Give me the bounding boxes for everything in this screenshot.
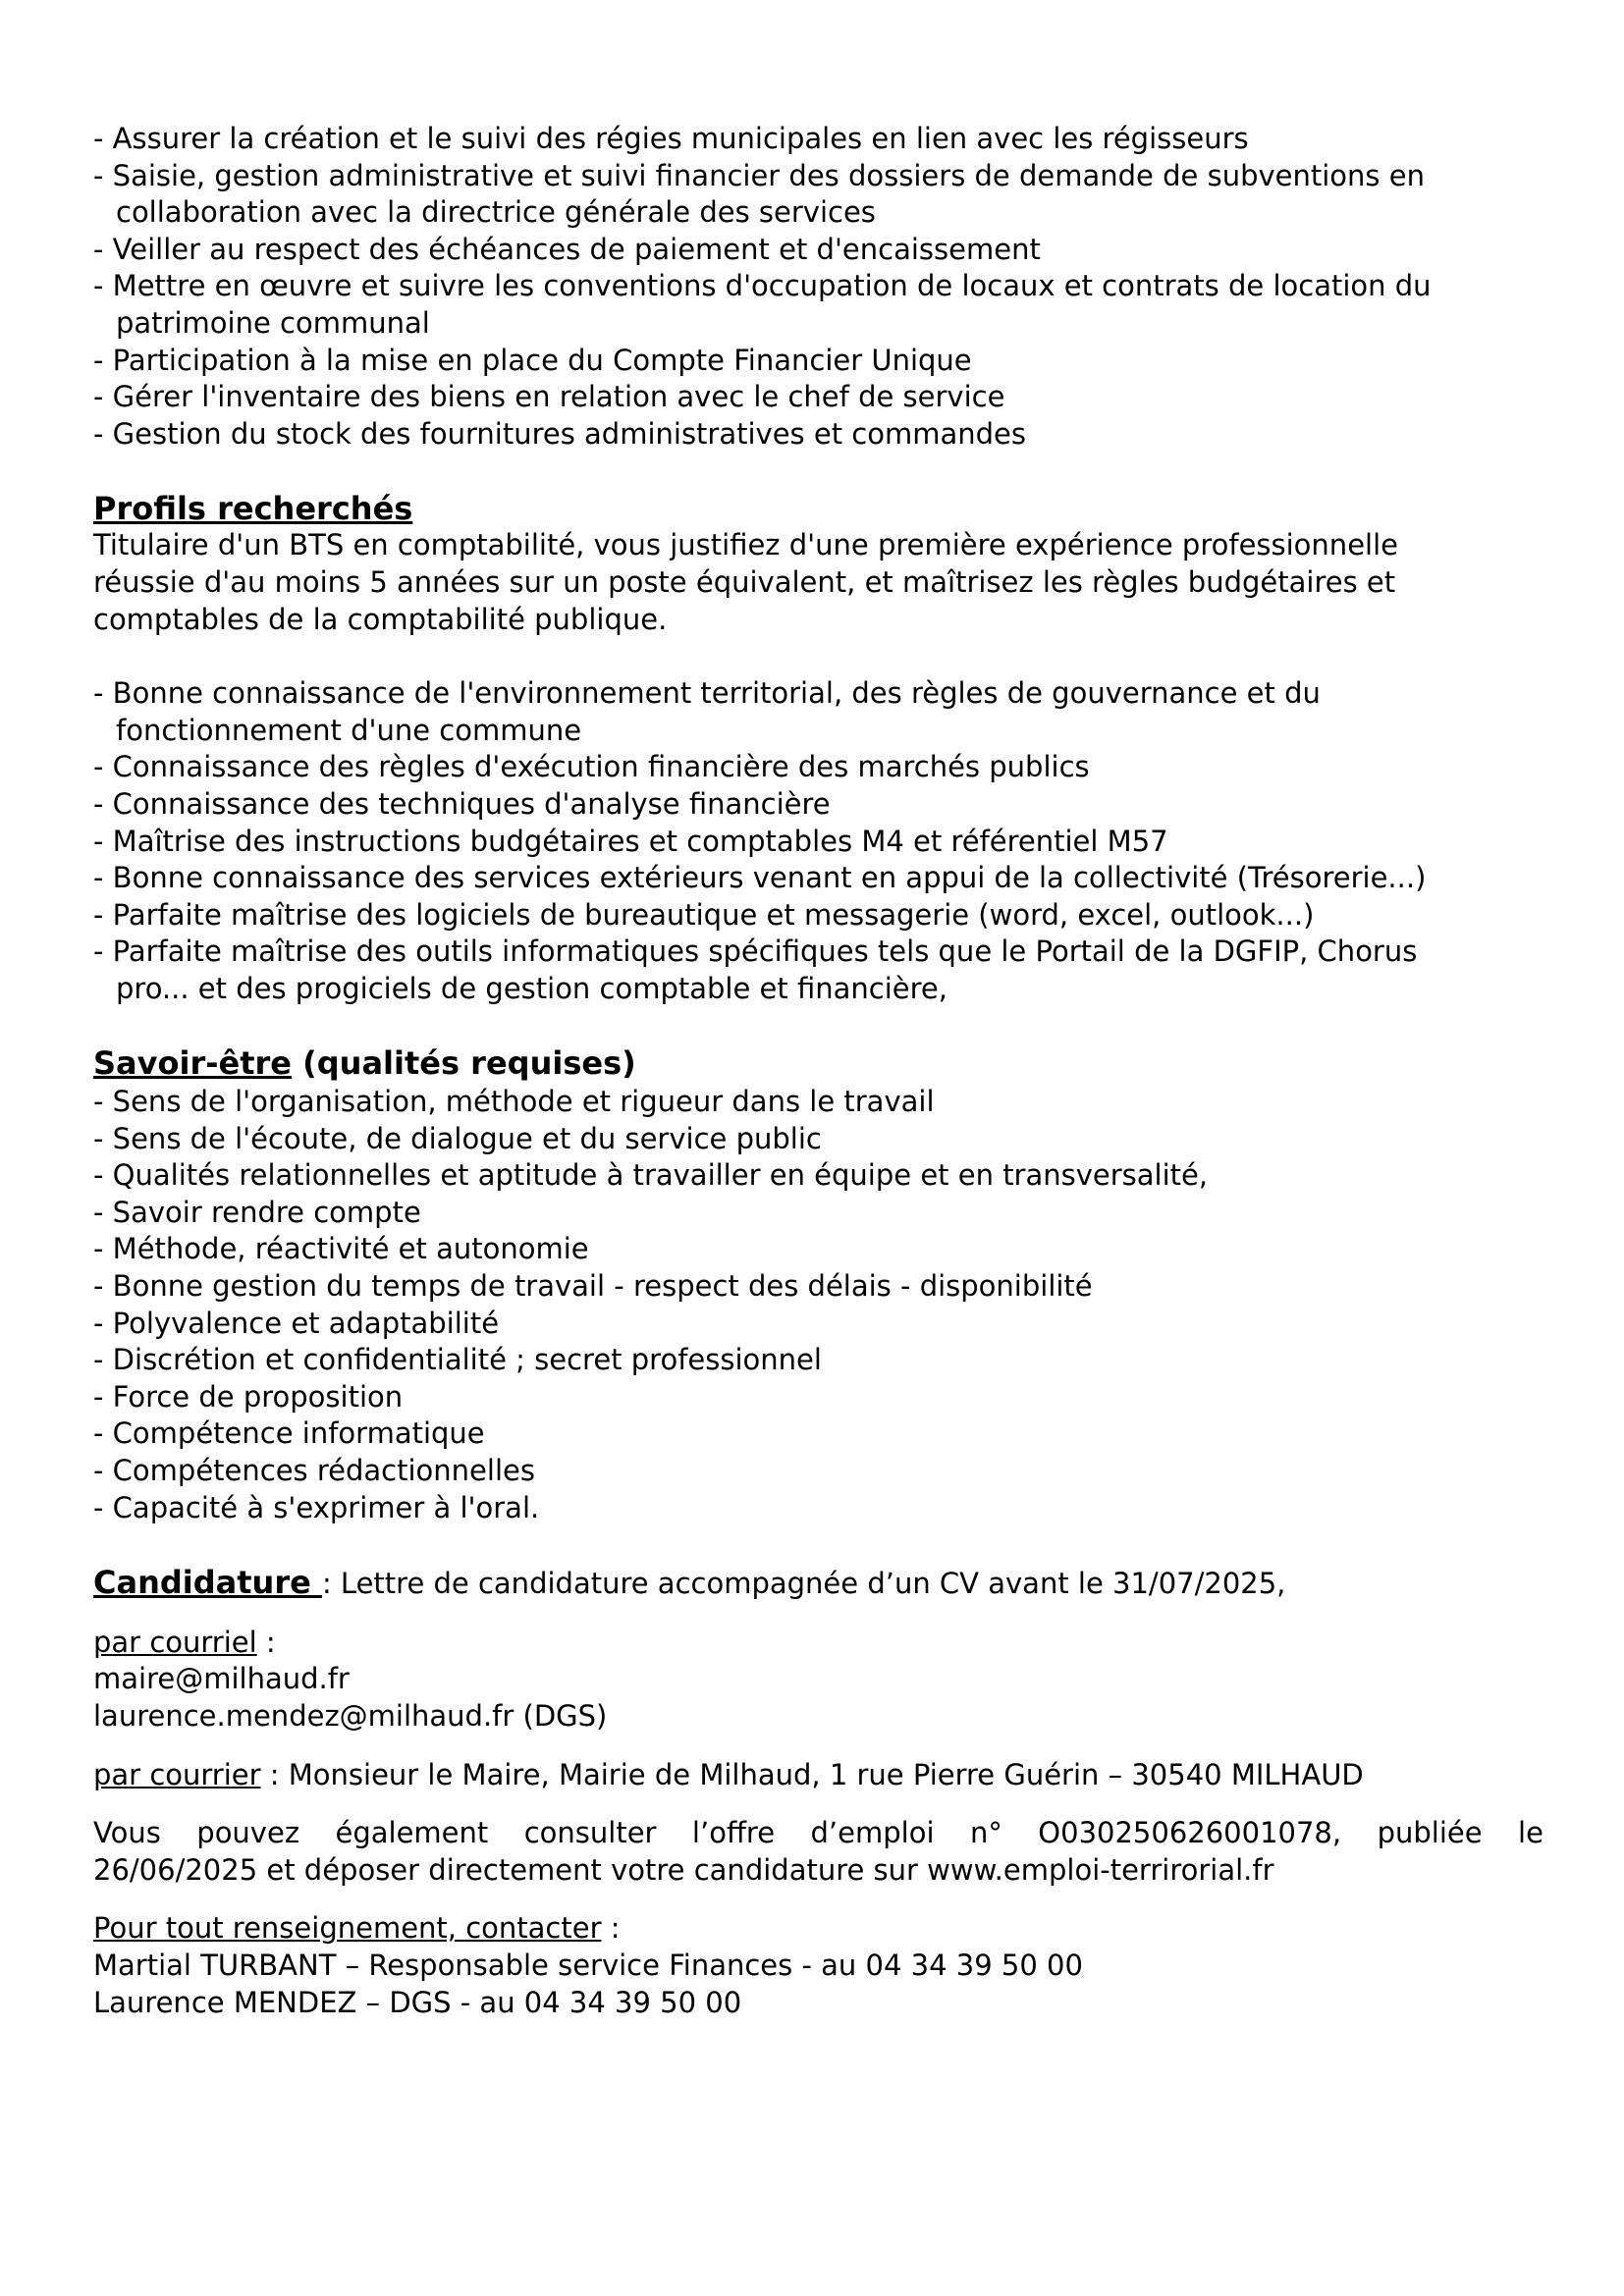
- offre-word: Vous: [93, 1816, 161, 1850]
- offre-word: consulter: [523, 1816, 657, 1850]
- list-item: - Savoir rendre compte: [93, 1195, 421, 1229]
- list-item: - Capacité à s'exprimer à l'oral.: [93, 1490, 540, 1524]
- courriel-label: par courriel: [93, 1625, 257, 1659]
- contact-suffix: :: [601, 1911, 621, 1946]
- contact-label: Pour tout renseignement, contacter: [93, 1911, 602, 1946]
- list-item: - Compétences rédactionnelles: [93, 1454, 535, 1487]
- list-item: - Connaissance des règles d'exécution financière des marchés publics: [93, 750, 1090, 784]
- offre-line-2: 26/06/2025 et déposer directement votre candidature sur www.emploi-terrirorial.fr: [93, 1852, 1274, 1887]
- candidature-heading: [93, 1564, 1545, 1603]
- profils-intro-line: Titulaire d'un BTS en comptabilité, vous justifiez d'une première expérience professionnelle: [93, 528, 1398, 562]
- offre-word: l’offre: [691, 1816, 776, 1850]
- list-item-continuation: patrimoine communal: [116, 305, 430, 340]
- courrier-line: [93, 1757, 1545, 1794]
- list-item-continuation: collaboration avec la directrice générale des services: [116, 195, 876, 230]
- list-item: - Qualités relationnelles et aptitude à travailler en équipe et en transversalité,: [93, 1158, 1209, 1193]
- candidature-text: : Lettre de candidature accompagnée d’un CV avant le 31/07/2025,: [321, 1567, 1286, 1601]
- list-item: - Compétence informatique: [93, 1416, 485, 1451]
- offre-word: le: [1518, 1816, 1543, 1850]
- contact-block: [93, 1910, 1545, 2021]
- courrier-address: : Monsieur le Maire, Mairie de Milhaud, 1 rue Pierre Guérin – 30540 MILHAUD: [260, 1757, 1364, 1791]
- offre-word: pouvez: [196, 1816, 300, 1850]
- list-item: - Sens de l'organisation, méthode et rigueur dans le travail: [93, 1085, 935, 1119]
- list-item: - Force de proposition: [93, 1379, 404, 1414]
- candidature-section: [93, 1564, 1545, 2021]
- courrier-block: [93, 1757, 1545, 1794]
- offre-word: O030250626001078,: [1038, 1816, 1342, 1850]
- contact-line: Laurence MENDEZ – DGS - au 04 34 39 50 00: [93, 1985, 742, 2019]
- list-item: - Bonne connaissance de l'environnement territorial, des règles de gouvernance et du: [93, 676, 1321, 711]
- savoir-etre-heading: [93, 1044, 1545, 1084]
- offre-word: également: [335, 1816, 489, 1850]
- candidature-title: Candidature: [93, 1564, 322, 1602]
- profils-title: Profils recherchés: [93, 490, 413, 528]
- email-maire[interactable]: maire@milhaud.fr: [93, 1662, 350, 1696]
- list-item: - Saisie, gestion administrative et suivi financier des dossiers de demande de subventions en: [93, 158, 1425, 192]
- list-item: - Sens de l'écoute, de dialogue et du service public: [93, 1121, 822, 1155]
- offre-block: [93, 1815, 1545, 1889]
- courriel-block: [93, 1625, 1545, 1735]
- offre-word: publiée: [1377, 1816, 1483, 1850]
- list-item: - Maîtrise des instructions budgétaires et comptables M4 et référentiel M57: [93, 824, 1168, 858]
- list-item: - Parfaite maîtrise des outils informatiques spécifiques tels que le Portail de la DGFIP, Chorus: [93, 934, 1418, 969]
- savoir-etre-section: [93, 1044, 1545, 1526]
- list-item: - Bonne gestion du temps de travail - respect des délais - disponibilité: [93, 1269, 1093, 1304]
- profils-section: [93, 490, 1545, 1007]
- list-item: - Polyvalence et adaptabilité: [93, 1306, 500, 1340]
- email-dgs[interactable]: laurence.mendez@milhaud.fr (DGS): [93, 1698, 608, 1733]
- profils-list: [93, 675, 1545, 1007]
- list-item: - Mettre en œuvre et suivre les conventions d'occupation de locaux et contrats de location du: [93, 269, 1432, 303]
- list-item: - Gérer l'inventaire des biens en relation avec le chef de service: [93, 380, 1005, 414]
- list-item: - Participation à la mise en place du Compte Financier Unique: [93, 343, 972, 377]
- profils-intro-line: comptables de la comptabilité publique.: [93, 602, 668, 636]
- offre-word: n°: [969, 1816, 1002, 1850]
- list-item: - Bonne connaissance des services extérieurs venant en appui de la collectivité (Trésorerie...): [93, 861, 1427, 895]
- list-item: - Parfaite maîtrise des logiciels de bureautique et messagerie (word, excel, outlook...): [93, 897, 1315, 932]
- offre-line-1: [93, 1815, 1543, 1852]
- courrier-label: par courrier: [93, 1757, 261, 1791]
- list-item: - Gestion du stock des fournitures administratives et commandes: [93, 416, 1027, 451]
- list-item: - Assurer la création et le suivi des régies municipales en lien avec les régisseurs: [93, 122, 1249, 155]
- profils-intro-line: réussie d'au moins 5 années sur un poste équivalent, et maîtrisez les règles budgétaires et: [93, 564, 1396, 599]
- list-item-continuation: pro... et des progiciels de gestion comptable et financière,: [116, 971, 947, 1005]
- offre-word: d’emploi: [810, 1816, 935, 1850]
- list-item: - Méthode, réactivité et autonomie: [93, 1232, 589, 1266]
- missions-list: [93, 121, 1545, 453]
- contact-heading: [93, 1910, 1545, 1948]
- savoir-etre-title: Savoir-être: [93, 1044, 292, 1083]
- list-item: - Connaissance des techniques d'analyse financière: [93, 786, 831, 821]
- courriel-heading: [93, 1625, 1545, 1662]
- contact-line: Martial TURBANT – Responsable service Finances - au 04 34 39 50 00: [93, 1948, 1083, 1982]
- list-item-continuation: fonctionnement d'une commune: [116, 713, 582, 747]
- savoir-etre-subtitle: (qualités requises): [292, 1044, 636, 1083]
- list-item: - Veiller au respect des échéances de paiement et d'encaissement: [93, 232, 1041, 266]
- list-item: - Discrétion et confidentialité ; secret professionnel: [93, 1343, 822, 1377]
- courriel-suffix: :: [256, 1625, 276, 1659]
